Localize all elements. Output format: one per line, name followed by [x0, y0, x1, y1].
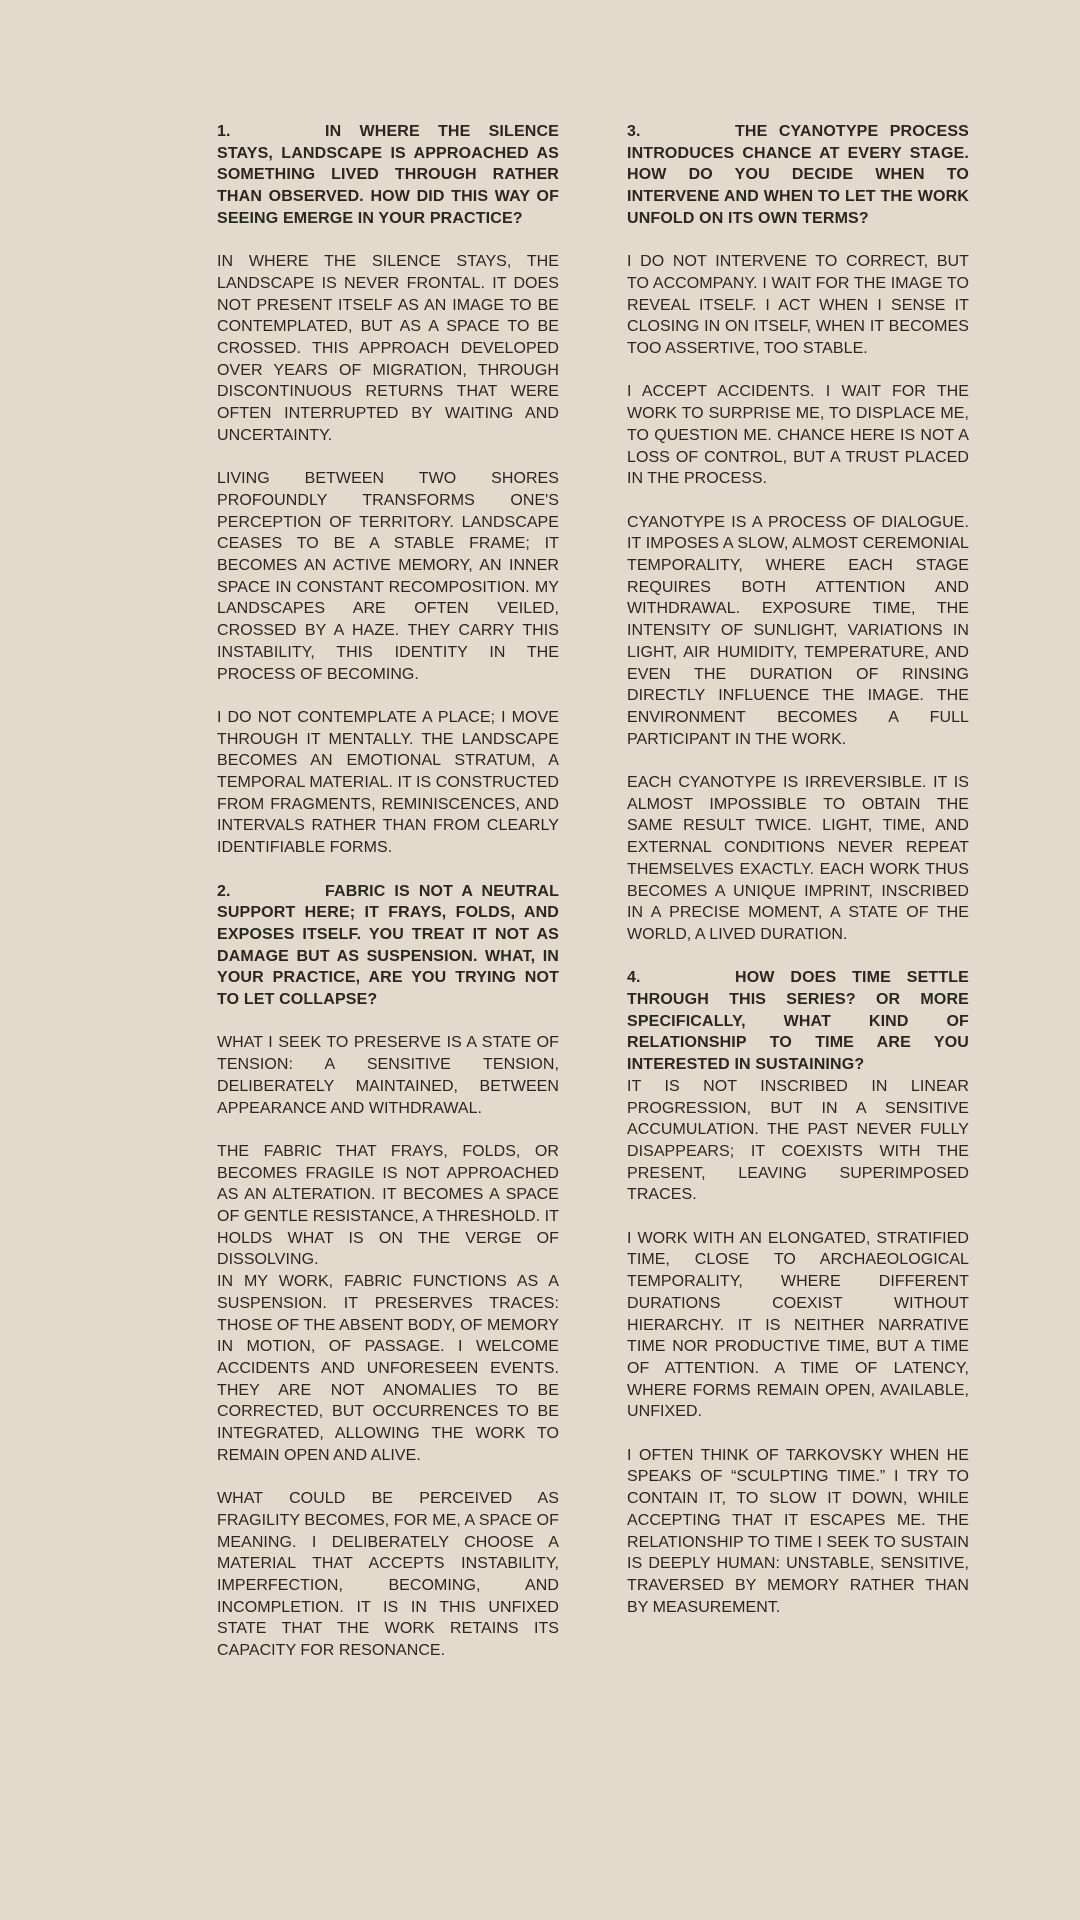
right-column [627, 121, 969, 1618]
question-number: 1. [217, 123, 231, 140]
question-number: 3. [627, 123, 641, 140]
left-column [217, 121, 559, 1662]
question-4 [627, 967, 969, 1076]
question-1 [217, 121, 559, 230]
answer-paragraph: IN WHERE THE SILENCE STAYS, THE LANDSCAPE IS NEVER FRONTAL. IT DOES NOT PRESENT ITSELF AS AN IMAGE TO BE CONTEMPLATED, BUT AS A SPACE TO BE CROSSED. THIS APPROACH DEVELOPED OVER YEARS OF MIGRATION, THROUGH DISCONTINUOUS RETURNS THAT WERE OFTEN INTERRUPTED BY WAITING AND UNCERTAINTY. [217, 253, 559, 444]
question-text: HOW DOES TIME SETTLE THROUGH THIS SERIES? OR MORE SPECIFICALLY, WHAT KIND OF RELATIONSHIP TO TIME ARE YOU INTERESTED IN SUSTAINING? [627, 969, 969, 1074]
answer-paragraph: CYANOTYPE IS A PROCESS OF DIALOGUE. IT IMPOSES A SLOW, ALMOST CEREMONIAL TEMPORALITY, WHERE EACH STAGE REQUIRES BOTH ATTENTION AND WITHDRAWAL. EXPOSURE TIME, THE INTENSITY OF SUNLIGHT, VARIATIONS IN LIGHT, AIR HUMIDITY, TEMPERATURE, AND EVEN THE DURATION OF RINSING DIRECTLY INFLUENCE THE IMAGE. THE ENVIRONMENT BECOMES A FULL PARTICIPANT IN THE WORK. [627, 513, 969, 748]
answer-paragraph: I OFTEN THINK OF TARKOVSKY WHEN HE SPEAKS OF “SCULPTING TIME.” I TRY TO CONTAIN IT, TO SLOW IT DOWN, WHILE ACCEPTING THAT IT ESCAPES ME. THE RELATIONSHIP TO TIME I SEEK TO SUSTAIN IS DEEPLY HUMAN: UNSTABLE, SENSITIVE, TRAVERSED BY MEMORY RATHER THAN BY MEASUREMENT. [627, 1446, 969, 1616]
answer-paragraph: THE FABRIC THAT FRAYS, FOLDS, OR BECOMES FRAGILE IS NOT APPROACHED AS AN ALTERATION. IT BECOMES A SPACE OF GENTLE RESISTANCE, A THRESHOLD. IT HOLDS WHAT IS ON THE VERGE OF DISSOLVING. [217, 1142, 559, 1269]
question-text: FABRIC IS NOT A NEUTRAL SUPPORT HERE; IT FRAYS, FOLDS, AND EXPOSES ITSELF. YOU TREAT IT NOT AS DAMAGE BUT AS SUSPENSION. WHAT, IN YOUR PRACTICE, ARE YOU TRYING NOT TO LET COLLAPSE? [217, 882, 559, 1009]
answer-paragraph: EACH CYANOTYPE IS IRREVERSIBLE. IT IS ALMOST IMPOSSIBLE TO OBTAIN THE SAME RESULT TWICE. LIGHT, TIME, AND EXTERNAL CONDITIONS NEVER REPEAT THEMSELVES EXACTLY. EACH WORK THUS BECOMES A UNIQUE IMPRINT, INSCRIBED IN A PRECISE MOMENT, A STATE OF THE WORLD, A LIVED DURATION. [627, 774, 969, 943]
answer-paragraph: I DO NOT CONTEMPLATE A PLACE; I MOVE THROUGH IT MENTALLY. THE LANDSCAPE BECOMES AN EMOTIONAL STRATUM, A TEMPORAL MATERIAL. IT IS CONSTRUCTED FROM FRAGMENTS, REMINISCENCES, AND INTERVALS RATHER THAN FROM CLEARLY IDENTIFIABLE FORMS. [217, 708, 559, 857]
question-text: THE CYANOTYPE PROCESS INTRODUCES CHANCE AT EVERY STAGE. HOW DO YOU DECIDE WHEN TO INTERVENE AND WHEN TO LET THE WORK UNFOLD ON ITS OWN TERMS? [627, 123, 969, 227]
answer-paragraph: I WORK WITH AN ELONGATED, STRATIFIED TIME, CLOSE TO ARCHAEOLOGICAL TEMPORALITY, WHERE DIFFERENT DURATIONS COEXIST WITHOUT HIERARCHY. IT IS NEITHER NARRATIVE TIME NOR PRODUCTIVE TIME, BUT A TIME OF ATTENTION. A TIME OF LATENCY, WHERE FORMS REMAIN OPEN, AVAILABLE, UNFIXED. [627, 1229, 969, 1421]
answer-paragraph: LIVING BETWEEN TWO SHORES PROFOUNDLY TRANSFORMS ONE'S PERCEPTION OF TERRITORY. LANDSCAPE CEASES TO BE A STABLE FRAME; IT BECOMES AN ACTIVE MEMORY, AN INNER SPACE IN CONSTANT RECOMPOSITION. MY LANDSCAPES ARE OFTEN VEILED, CROSSED BY A HAZE. THEY CARRY THIS INSTABILITY, THIS IDENTITY IN THE PROCESS OF BECOMING. [217, 470, 559, 683]
answer-paragraph: I DO NOT INTERVENE TO CORRECT, BUT TO ACCOMPANY. I WAIT FOR THE IMAGE TO REVEAL ITSELF. I ACT WHEN I SENSE IT CLOSING IN ON ITSELF, WHEN IT BECOMES TOO ASSERTIVE, TOO STABLE. [627, 253, 969, 358]
question-number: 2. [217, 882, 231, 900]
question-text: IN WHERE THE SILENCE STAYS, LANDSCAPE IS APPROACHED AS SOMETHING LIVED THROUGH RATHER THAN OBSERVED. HOW DID THIS WAY OF SEEING EMERGE IN YOUR PRACTICE? [217, 123, 559, 227]
question-number: 4. [627, 969, 641, 987]
answer-paragraph: WHAT COULD BE PERCEIVED AS FRAGILITY BECOMES, FOR ME, A SPACE OF MEANING. I DELIBERATELY CHOOSE A MATERIAL THAT ACCEPTS INSTABILITY, IMPERFECTION, BECOMING, AND INCOMPLETION. IT IS IN THIS UNFIXED STATE THAT THE WORK RETAINS ITS CAPACITY FOR RESONANCE. [217, 1490, 559, 1660]
question-3 [627, 121, 969, 230]
answer-paragraph: IN MY WORK, FABRIC FUNCTIONS AS A SUSPENSION. IT PRESERVES TRACES: THOSE OF THE ABSENT BODY, OF MEMORY IN MOTION, OF PASSAGE. I WELCOME ACCIDENTS AND UNFORESEEN EVENTS. THEY ARE NOT ANOMALIES TO BE CORRECTED, BUT OCCURRENCES TO BE INTEGRATED, ALLOWING THE WORK TO REMAIN OPEN AND ALIVE. [217, 1273, 559, 1464]
answer-paragraph: I ACCEPT ACCIDENTS. I WAIT FOR THE WORK TO SURPRISE ME, TO DISPLACE ME, TO QUESTION ME. CHANCE HERE IS NOT A LOSS OF CONTROL, BUT A TRUST PLACED IN THE PROCESS. [627, 383, 969, 488]
answer-paragraph: IT IS NOT INSCRIBED IN LINEAR PROGRESSION, BUT IN A SENSITIVE ACCUMULATION. THE PAST NEVER FULLY DISAPPEARS; IT COEXISTS WITH THE PRESENT, LEAVING SUPERIMPOSED TRACES. [627, 1077, 969, 1204]
answer-paragraph: WHAT I SEEK TO PRESERVE IS A STATE OF TENSION: A SENSITIVE TENSION, DELIBERATELY MAINTAINED, BETWEEN APPEARANCE AND WITHDRAWAL. [217, 1034, 559, 1117]
question-2 [217, 881, 559, 1011]
